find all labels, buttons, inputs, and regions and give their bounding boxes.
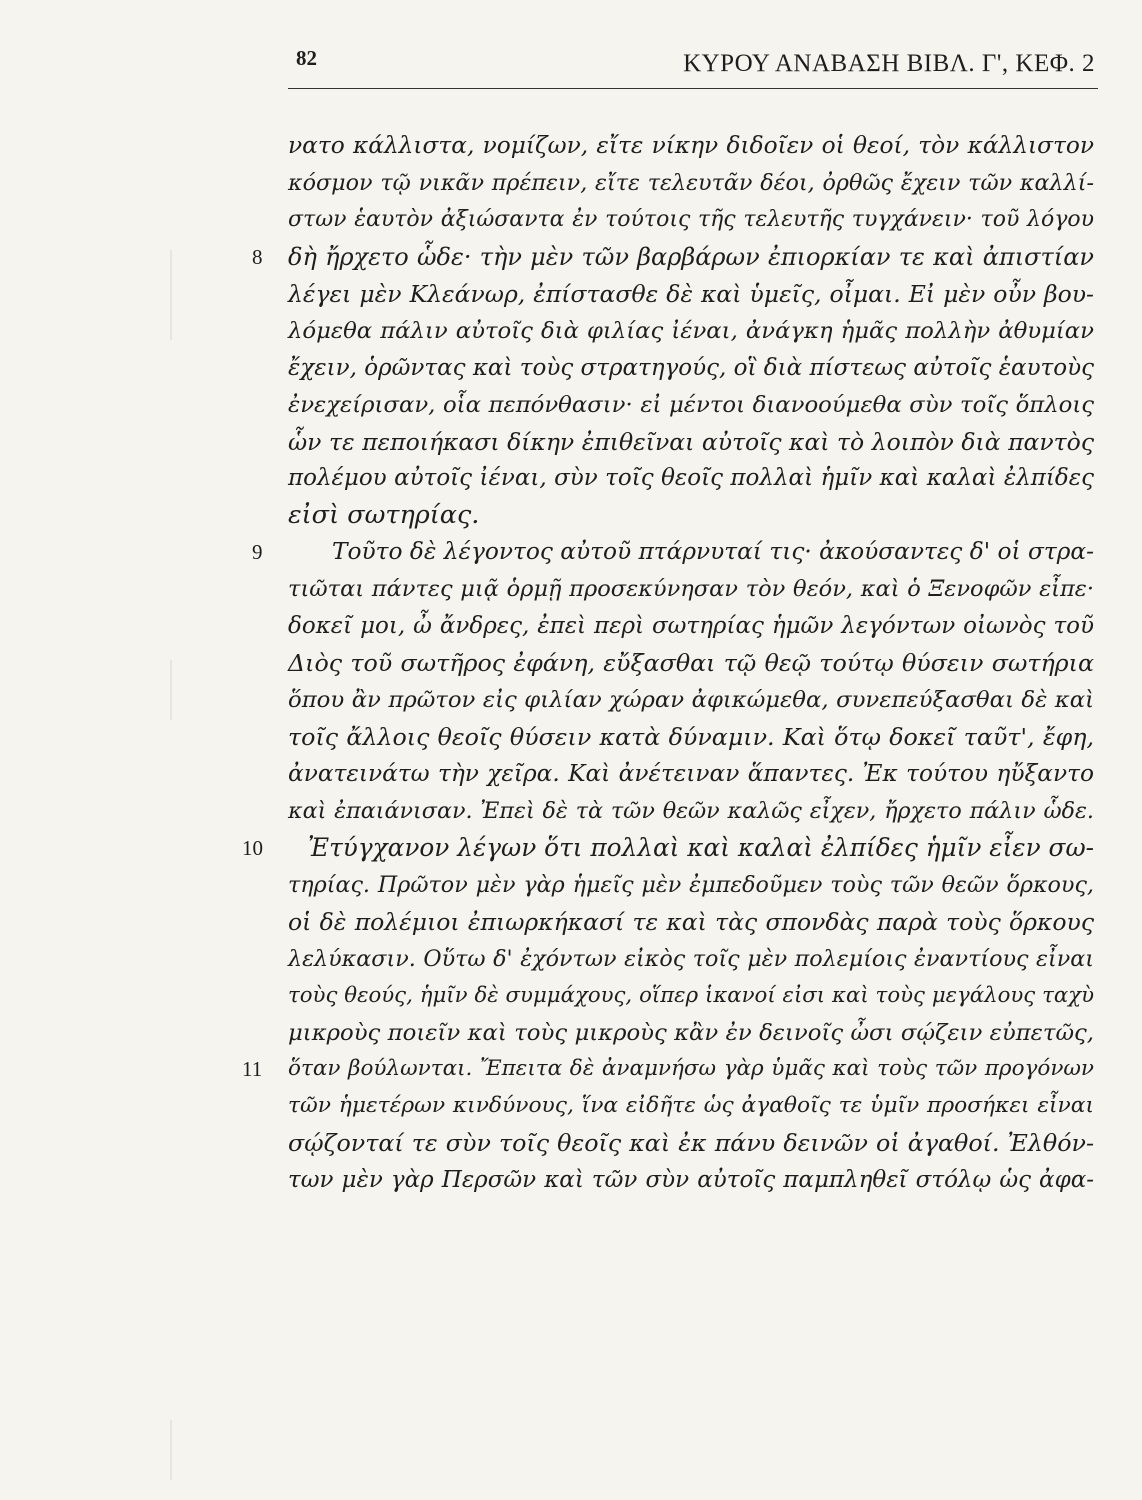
page-number: 82 xyxy=(296,46,317,70)
text-line xyxy=(288,165,1094,202)
text-line xyxy=(288,978,1094,1015)
line-text: ὧν τε πεποιήκασι δίκην ἐπιθεῖναι αὐτοῖς καὶ τὸ λοιπὸν διὰ παντὸς xyxy=(288,427,1094,456)
text-line xyxy=(288,350,1094,387)
text-line xyxy=(288,904,1094,941)
line-text: λόμεθα πάλιν αὐτοῖς διὰ φιλίας ἰέναι, ἀνάγκη ἡμᾶς πολλὴν ἀθυμίαν xyxy=(288,317,1094,344)
line-text: Ἐτύγχανον λέγων ὅτι πολλαὶ καὶ καλαὶ ἐλπίδες ἡμῖν εἶεν σω- xyxy=(308,832,1094,862)
text-line xyxy=(288,1088,1094,1125)
line-text: δὴ ἤρχετο ὧδε· τὴν μὲν τῶν βαρβάρων ἐπιορκίαν τε καὶ ἀπιστίαν xyxy=(288,242,1094,271)
text-line xyxy=(252,239,1094,276)
section-number: 8 xyxy=(252,244,263,269)
section-number: 9 xyxy=(252,540,263,565)
show-through-block xyxy=(80,250,172,340)
section-number: 10 xyxy=(242,835,263,860)
line-text: Τοῦτο δὲ λέγοντος αὐτοῦ πτάρνυταί τις· ἀκούσαντες δ' οἱ στρα- xyxy=(332,538,1094,566)
text-line xyxy=(288,608,1094,645)
line-text: τοὺς θεούς, ἡμῖν δὲ συμμάχους, οἵπερ ἱκανοί εἰσι καὶ τοὺς μεγάλους ταχὺ xyxy=(288,982,1094,1008)
line-text: ἐνεχείρισαν, οἷα πεπόνθασιν· εἰ μέντοι διανοούμεθα σὺν τοῖς ὅπλοις xyxy=(288,391,1094,418)
line-text: στων ἑαυτὸν ἀξιώσαντα ἐν τούτοις τῆς τελευτῆς τυγχάνειν· τοῦ λόγου xyxy=(288,206,1094,232)
text-line xyxy=(288,1125,1094,1162)
line-text: εἰσὶ σωτηρίας. xyxy=(288,500,480,531)
header-rule xyxy=(288,88,1098,89)
text-line xyxy=(288,867,1094,904)
line-text: τοῖς ἄλλοις θεοῖς θύσειν κατὰ δύναμιν. Καὶ ὅτῳ δοκεῖ ταῦτ', ἔφη, xyxy=(288,723,1094,751)
text-line xyxy=(288,941,1094,978)
line-text: μικροὺς ποιεῖν καὶ τοὺς μικροὺς κἂν ἐν δεινοῖς ὦσι σῴζειν εὐπετῶς, xyxy=(288,1019,1094,1046)
text-line xyxy=(242,1051,1094,1088)
text-line xyxy=(252,534,1094,571)
text-line xyxy=(288,719,1094,756)
line-text: οἱ δὲ πολέμιοι ἐπιωρκήκασί τε καὶ τὰς σπονδὰς παρὰ τοὺς ὅρκους xyxy=(288,907,1094,936)
line-text: κόσμον τῷ νικᾶν πρέπειν, εἴτε τελευτᾶν δέοι, ὀρθῶς ἔχειν τῶν καλλί- xyxy=(288,169,1094,196)
text-line xyxy=(288,1162,1094,1199)
text-line xyxy=(288,682,1094,719)
text-line xyxy=(288,202,1094,239)
line-text: τῶν ἡμετέρων κινδύνους, ἵνα εἰδῆτε ὡς ἀγαθοῖς τε ὑμῖν προσήκει εἶναι xyxy=(288,1093,1094,1119)
line-text: ὅταν βούλωνται. Ἔπειτα δὲ ἀναμνήσω γὰρ ὑμᾶς καὶ τοὺς τῶν προγόνων xyxy=(288,1056,1094,1082)
line-text: τιῶται πάντες μιᾷ ὁρμῇ προσεκύνησαν τὸν θεόν, καὶ ὁ Ξενοφῶν εἶπε· xyxy=(288,576,1094,603)
text-line xyxy=(288,571,1094,608)
line-text: νατο κάλλιστα, νομίζων, εἴτε νίκην διδοῖεν οἱ θεοί, τὸν κάλλιστον xyxy=(288,132,1094,159)
line-text: των μὲν γὰρ Περσῶν καὶ τῶν σὺν αὐτοῖς παμπληθεῖ στόλῳ ὡς ἀφα- xyxy=(288,1167,1094,1194)
text-line xyxy=(288,793,1094,830)
show-through-block xyxy=(70,660,172,720)
line-text: πολέμου αὐτοῖς ἰέναι, σὺν τοῖς θεοῖς πολλαὶ ἡμῖν καὶ καλαὶ ἐλπίδες xyxy=(288,465,1094,492)
text-line xyxy=(288,128,1094,165)
text-line xyxy=(242,830,1094,867)
text-line xyxy=(288,387,1094,424)
text-line xyxy=(288,1015,1094,1052)
line-text: ἀνατεινάτω τὴν χεῖρα. Καὶ ἀνέτειναν ἅπαντες. Ἐκ τούτου ηὔξαντο xyxy=(288,759,1094,787)
line-text: καὶ ἐπαιάνισαν. Ἐπεὶ δὲ τὰ τῶν θεῶν καλῶς εἶχεν, ἤρχετο πάλιν ὧδε. xyxy=(288,797,1094,824)
section-number: 11 xyxy=(242,1057,263,1082)
text-line xyxy=(288,313,1094,350)
line-text: σῴζονταί τε σὺν τοῖς θεοῖς καὶ ἐκ πάνυ δεινῶν οἱ ἀγαθοί. Ἐλθόν- xyxy=(288,1129,1094,1158)
line-text: ὅπου ἂν πρῶτον εἰς φιλίαν χώραν ἀφικώμεθα, συνεπεύξασθαι δὲ καὶ xyxy=(288,687,1094,714)
running-head: ΚΥΡΟΥ ΑΝΑΒΑΣΗ ΒΙΒΛ. Γ', ΚΕΦ. 2 xyxy=(683,50,1095,77)
text-line xyxy=(288,460,1094,497)
line-text: λέγει μὲν Κλεάνωρ, ἐπίστασθε δὲ καὶ ὑμεῖς, οἶμαι. Εἰ μὲν οὖν βου- xyxy=(288,279,1094,308)
text-line xyxy=(288,424,1094,461)
show-through-block xyxy=(60,1420,172,1480)
line-text: τηρίας. Πρῶτον μὲν γὰρ ἡμεῖς μὲν ἐμπεδοῦμεν τοὺς τῶν θεῶν ὅρκους, xyxy=(288,871,1094,898)
line-text: δοκεῖ μοι, ὦ ἄνδρες, ἐπεὶ περὶ σωτηρίας ἡμῶν λεγόντων οἰωνὸς τοῦ xyxy=(288,613,1094,640)
text-line xyxy=(288,756,1094,793)
line-text: Διὸς τοῦ σωτῆρος ἐφάνη, εὔξασθαι τῷ θεῷ τούτῳ θύσειν σωτήρια xyxy=(288,649,1094,678)
text-line xyxy=(288,645,1094,682)
line-text: ἔχειν, ὁρῶντας καὶ τοὺς στρατηγούς, οἳ διὰ πίστεως αὐτοῖς ἑαυτοὺς xyxy=(288,354,1094,381)
text-line xyxy=(288,276,1094,313)
text-line xyxy=(288,497,1094,534)
line-text: λελύκασιν. Οὕτω δ' ἐχόντων εἰκὸς τοῖς μὲν πολεμίοις ἐναντίους εἶναι xyxy=(288,945,1094,972)
text-body xyxy=(242,128,1094,1199)
